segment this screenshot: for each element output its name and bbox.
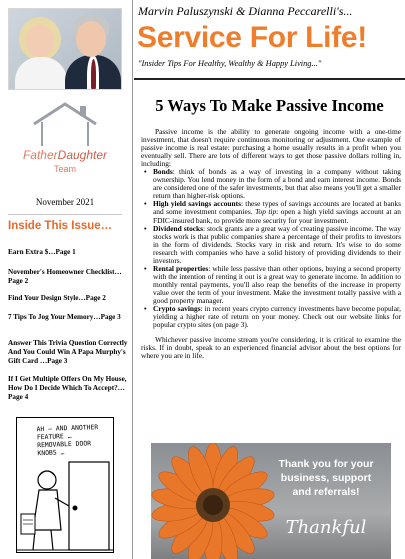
list-item bbox=[141, 265, 401, 305]
article-body bbox=[141, 128, 401, 360]
byline: Marvin Paluszynski & Dianna Peccarelli's... bbox=[138, 4, 353, 18]
list-item bbox=[141, 200, 401, 224]
passive-income-list bbox=[141, 168, 401, 329]
bullet-text: : think of bonds as a way of investing in a company without taking ownership. You lend money in the form of a bond and earn interest income. Bonds are considered one of the safer investments, but that also means you'll get a smaller return than higher-risk options. bbox=[153, 167, 401, 201]
bullet-term: Rental properties bbox=[153, 263, 209, 273]
bullet-tip-text: : open a high yield savings account at an FDIC-insured bank, to provide more security for your investment. bbox=[153, 207, 401, 225]
toc-item[interactable]: 7 Tips To Jog Your Memory…Page 3 bbox=[8, 313, 121, 321]
cartoon-caption: AH — AND ANOTHER FEATURE … REMOVABLE DOOR KNOBS … bbox=[36, 423, 99, 458]
logo-team: Team bbox=[53, 164, 76, 174]
list-item bbox=[141, 305, 401, 329]
man-tie bbox=[91, 59, 96, 89]
father-daughter-team-logo bbox=[8, 98, 122, 182]
article-closing: Whichever passive income stream you're considering, it is critical to examine the risks. If in doubt, speak to an experienced financial advisor about the best options for where you are in life. bbox=[141, 335, 401, 361]
thankful-script: Thankful bbox=[285, 517, 367, 538]
bullet-term: Dividend stocks bbox=[153, 223, 204, 233]
toc-item[interactable]: November's Homeowner Checklist…Page 2 bbox=[8, 268, 122, 285]
toc-item[interactable]: Find Your Design Style…Page 2 bbox=[8, 294, 106, 302]
bullet-tip-label: Top tip bbox=[255, 207, 277, 217]
agents-photo bbox=[8, 8, 122, 90]
door-knob-cartoon bbox=[16, 417, 114, 553]
tagline: "Insider Tips For Healthy, Wealthy & Happy Living..." bbox=[138, 59, 322, 68]
woman-face bbox=[26, 25, 54, 57]
article-headline: 5 Ways To Make Passive Income bbox=[155, 96, 384, 115]
sidebar bbox=[0, 0, 130, 559]
woman-body bbox=[15, 57, 67, 90]
bullet-text: : while less passive than other options, buying a second property with the intention of renting it out is a great way to generate income. In addition to monthly rental payments, you'll also reap the benefits of the increase in property value over the term of your investment. Make the investment totally passive with a good property manager. bbox=[153, 263, 401, 305]
list-item bbox=[141, 225, 401, 265]
bullet-text: : in recent years crypto currency investments have become popular, yielding a higher rate of return on your money. Check out our website links for popular crypto sites (on page 3). bbox=[153, 304, 402, 330]
thank-you-message: Thank you for your business, support and referrals! bbox=[278, 458, 374, 498]
bullet-text: : these types of savings accounts are located at banks and some investment companies. bbox=[153, 199, 401, 217]
bullet-term: Crypto savings bbox=[153, 304, 201, 314]
toc-item[interactable]: Answer This Trivia Question Correctly And You Could Win A Papa Murphy's Gift Card …Page 3 bbox=[8, 339, 128, 365]
toc-item[interactable]: Earn Extra $…Page 1 bbox=[8, 248, 76, 256]
article-lead: Passive income is the ability to generate ongoing income with a one-time investment, that doesn't require continuous monitoring or adjustment. One example of passive income is real estate: purchasing a home usually results in a profit when you eventually sell. There are lots of different ways to get those passive dollars rolling in, including: bbox=[141, 127, 401, 169]
thank-you-image bbox=[151, 443, 391, 559]
column-divider bbox=[132, 0, 133, 559]
man-face bbox=[76, 21, 106, 57]
bullet-text: : stock grants are a great way of creating passive income. The way stocks work is that public companies share a percentage of their profits to investors in the form of dividends. Stocks vary in risk and return. It's wise to do some research with companies who have a solid history of providing dividends to their investors. bbox=[153, 223, 401, 265]
sidebar-divider bbox=[8, 214, 122, 215]
bullet-term: High yield savings accounts bbox=[153, 199, 241, 209]
issue-date: November 2021 bbox=[35, 197, 95, 207]
masthead-title: Service For Life! bbox=[137, 21, 367, 54]
masthead-divider bbox=[134, 78, 405, 80]
bullet-term: Bonds bbox=[153, 167, 173, 177]
toc-item[interactable]: If I Get Multiple Offers On My House, How Do I Decide Which To Accept?…Page 4 bbox=[8, 375, 127, 401]
house-roof-icon bbox=[30, 100, 100, 148]
cartoon-drawing bbox=[17, 418, 114, 553]
list-item bbox=[141, 168, 401, 200]
logo-brand: FatherDaughter bbox=[22, 148, 108, 162]
inside-this-issue-title: Inside This Issue… bbox=[8, 220, 113, 232]
